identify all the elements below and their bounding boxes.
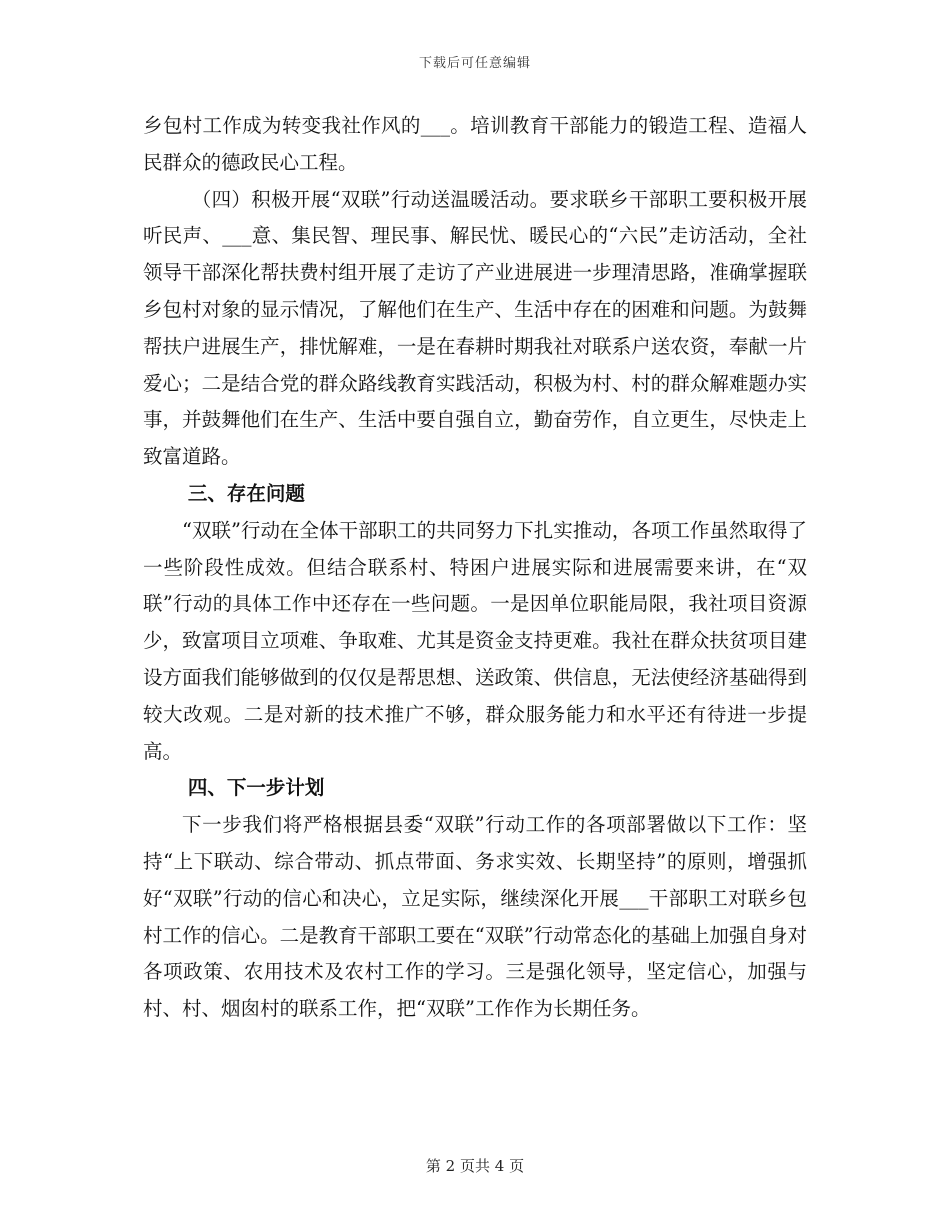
page-number: 第 2 页共 4 页 — [425, 1157, 525, 1175]
paragraph-continued: 乡包村工作成为转变我社作风的___。培训教育干部能力的锻造工程、造福人民群众的德政民心工程。 — [143, 114, 807, 174]
paragraph-section-4: （四）积极开展“双联”行动送温暖活动。要求联乡干部职工要积极开展听民声、___意、集民智、理民事、解民忧、暖民心的“六民”走访活动，全社领导干部深化帮扶费村组开展了走访了产业进展进一步理清思路，准确掌握联乡包村对象的显示情况，了解他们在生产、生活中存在的困难和问题。为鼓舞帮扶户进展生产，排忧解难，一是在春耕时期我社对联系户送农资，奉献一片爱心；二是结合党的群众路线教育实践活动，积极为村、村的群众解难题办实事，并鼓舞他们在生产、生活中要自强自立，勤奋劳作，自立更生，尽快走上致富道路。 — [143, 187, 807, 469]
heading-problems: 三、存在问题 — [187, 481, 305, 505]
paragraph-next-plan: 下一步我们将严格根据县委“双联”行动工作的各项部署做以下工作：坚持“上下联动、综合带动、抓点带面、务求实效、长期坚持”的原则，增强抓好“双联”行动的信心和决心，立足实际，继续深化开展___干部职工对联乡包村工作的信心。二是教育干部职工要在“双联”行动常态化的基础上加强自身对各项政策、农用技术及农村工作的学习。三是强化领导，坚定信心，加强与村、村、烟囱村的联系工作，把“双联”工作作为长期任务。 — [143, 813, 807, 1021]
document-body — [143, 108, 807, 1028]
page-header-note: 下载后可任意编辑 — [418, 56, 531, 71]
paragraph-problems: “双联”行动在全体干部职工的共同努力下扎实推动，各项工作虽然取得了一些阶段性成效。但结合联系村、特困户进展实际和进展需要来讲，在“双联”行动的具体工作中还存在一些问题。一是因单位职能局限，我社项目资源少，致富项目立项难、争取难、尤其是资金支持更难。我社在群众扶贫项目建设方面我们能够做到的仅仅是帮思想、送政策、供信息，无法使经济基础得到较大改观。二是对新的技术推广不够，群众服务能力和水平还有待进一步提高。 — [143, 518, 807, 763]
heading-next-plan: 四、下一步计划 — [187, 776, 325, 800]
